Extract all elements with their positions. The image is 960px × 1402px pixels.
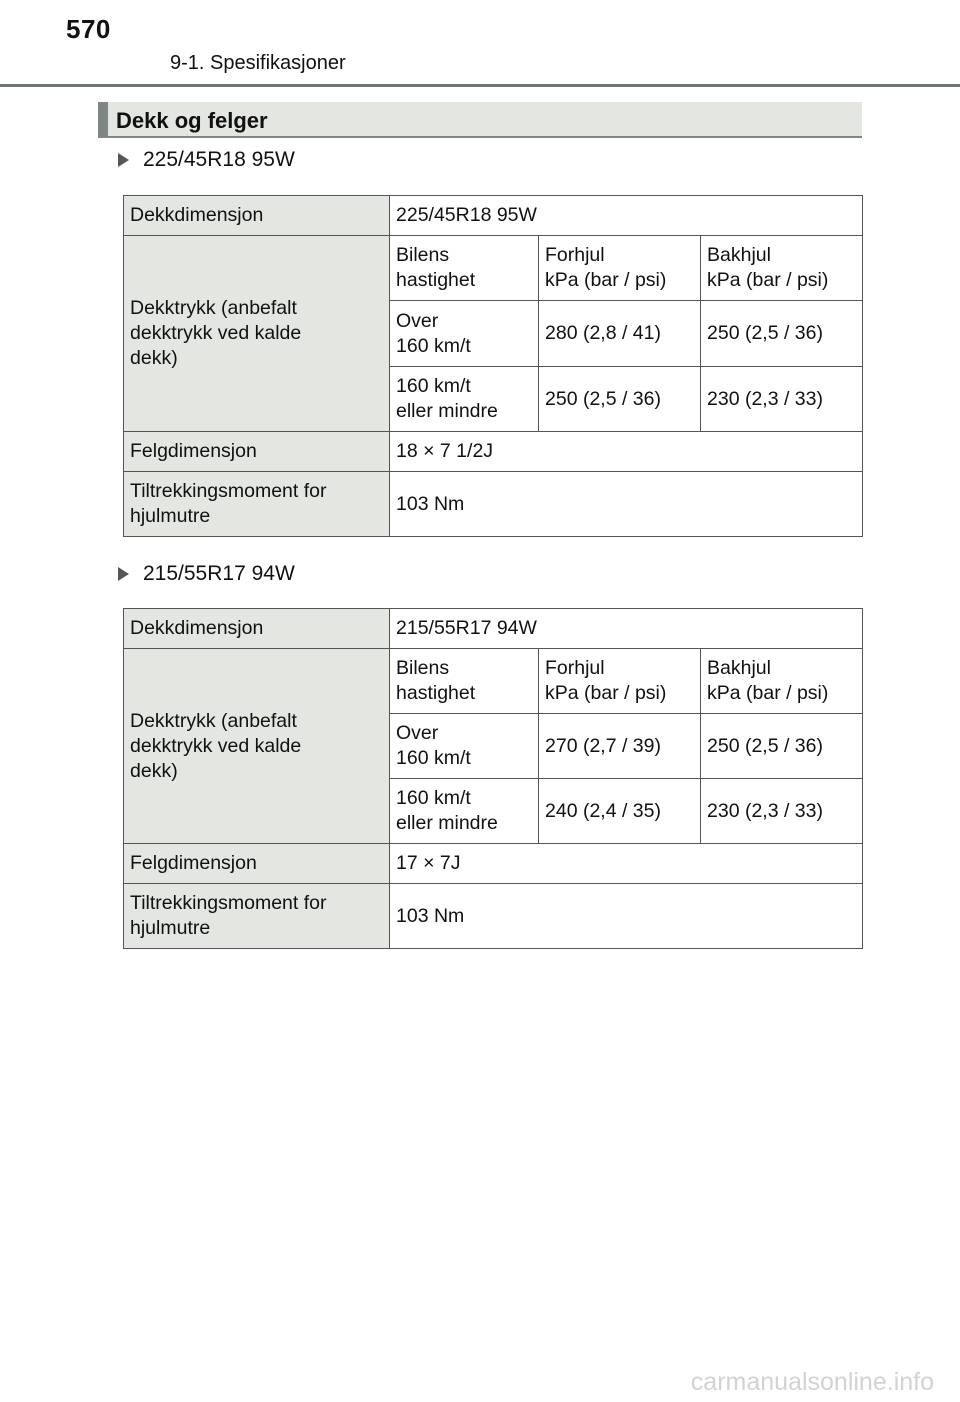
rim-value: 18 × 7 1/2J [390,432,863,472]
front-pressure-cell: 240 (2,4 / 35) [539,779,701,844]
tire-spec-table [123,195,863,537]
front-pressure-cell: 250 (2,5 / 36) [539,367,701,432]
pressure-label: Dekktrykk (anbefalt dekktrykk ved kalde dekk) [124,236,390,432]
dim-label: Dekkdimensjon [124,609,390,649]
variant-heading-text: 215/55R17 94W [143,562,295,585]
tire-spec-table [123,608,863,949]
variant-heading-text: 225/45R18 95W [143,148,295,171]
rim-label: Felgdimensjon [124,432,390,472]
speed-cell: 160 km/t eller mindre [390,367,539,432]
section-tab-marker [98,102,108,136]
front-pressure-cell: 270 (2,7 / 39) [539,714,701,779]
col-front: Forhjul kPa (bar / psi) [539,236,701,301]
rim-label: Felgdimensjon [124,844,390,884]
running-head: 9-1. Spesifikasjoner [170,52,346,74]
watermark: carmanualsonline.info [690,1368,934,1396]
table-row [124,884,863,949]
speed-cell: 160 km/t eller mindre [390,779,539,844]
table-row [124,844,863,884]
page-number: 570 [66,14,111,44]
col-speed: Bilens hastighet [390,236,539,301]
rear-pressure-cell: 250 (2,5 / 36) [701,714,863,779]
col-speed: Bilens hastighet [390,649,539,714]
table-row [124,196,863,236]
table-row [124,609,863,649]
triangle-bullet-icon [118,153,129,167]
dim-label: Dekkdimensjon [124,196,390,236]
dim-value: 215/55R17 94W [390,609,863,649]
table-row [124,649,863,714]
col-rear: Bakhjul kPa (bar / psi) [701,236,863,301]
table-row [124,236,863,301]
speed-cell: Over 160 km/t [390,301,539,367]
variant-heading [118,148,295,172]
rim-value: 17 × 7J [390,844,863,884]
dim-value: 225/45R18 95W [390,196,863,236]
rear-pressure-cell: 230 (2,3 / 33) [701,779,863,844]
table-row [124,472,863,537]
front-pressure-cell: 280 (2,8 / 41) [539,301,701,367]
table-row [124,432,863,472]
rear-pressure-cell: 230 (2,3 / 33) [701,367,863,432]
col-front: Forhjul kPa (bar / psi) [539,649,701,714]
col-rear: Bakhjul kPa (bar / psi) [701,649,863,714]
rear-pressure-cell: 250 (2,5 / 36) [701,301,863,367]
triangle-bullet-icon [118,567,129,581]
speed-cell: Over 160 km/t [390,714,539,779]
variant-heading [118,562,295,586]
torque-value: 103 Nm [390,884,863,949]
header-rule [0,84,960,87]
torque-value: 103 Nm [390,472,863,537]
section-title: Dekk og felger [116,108,268,133]
section-header [98,102,862,138]
pressure-label: Dekktrykk (anbefalt dekktrykk ved kalde dekk) [124,649,390,844]
torque-label: Tiltrekkingsmoment for hjulmutre [124,472,390,537]
torque-label: Tiltrekkingsmoment for hjulmutre [124,884,390,949]
